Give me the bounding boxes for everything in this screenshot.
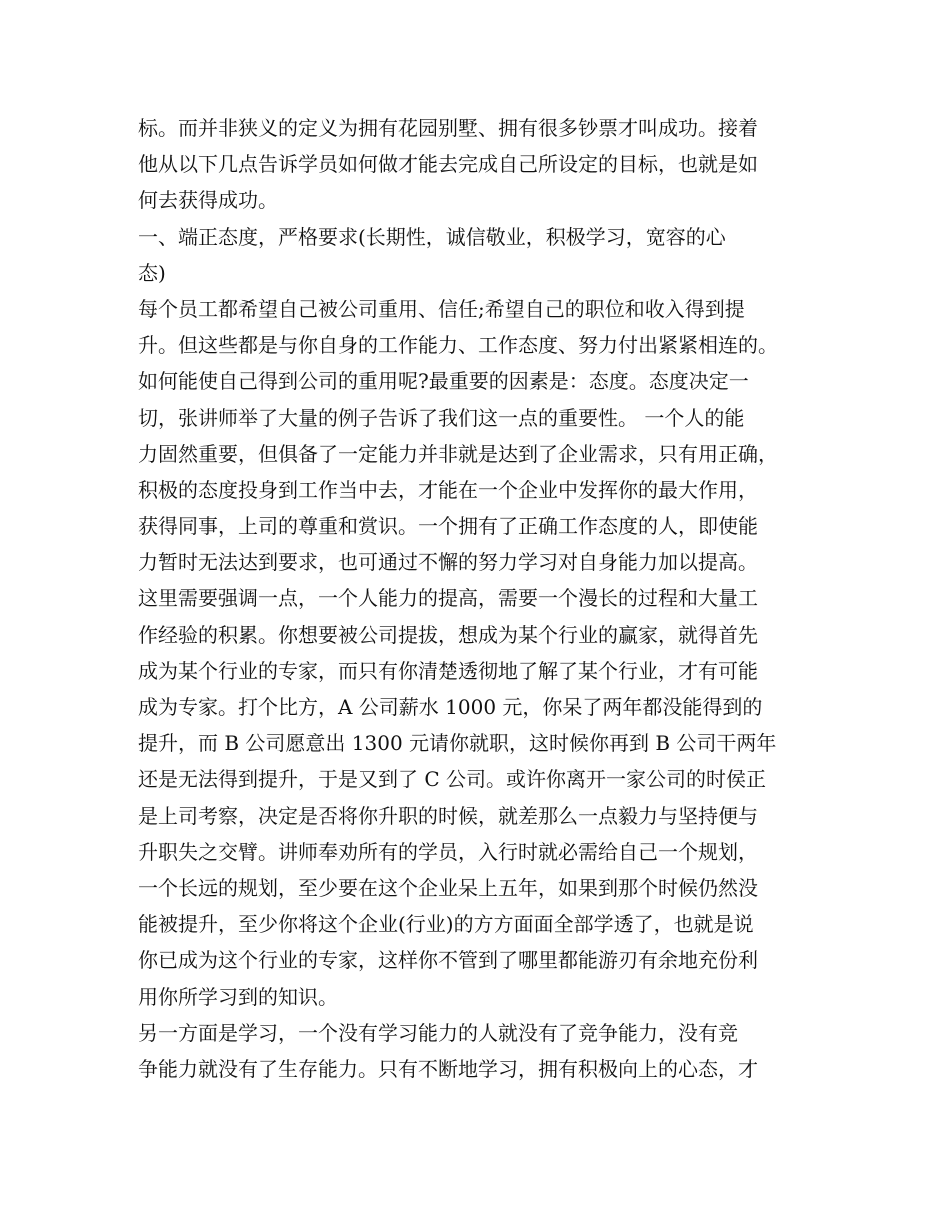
text-line: 这里需要强调一点，一个人能力的提高，需要一个漫长的过程和大量工 (138, 586, 758, 611)
text-line: 成为某个行业的专家，而只有你清楚透彻地了解了某个行业，才有可能 (138, 658, 758, 683)
text-line: 他从以下几点告诉学员如何做才能去完成自己所设定的目标，也就是如 (138, 152, 758, 177)
text-line: 力暂时无法达到要求，也可通过不懈的努力学习对自身能力加以提高。 (138, 550, 758, 575)
document-body (138, 110, 828, 1087)
text-line: 积极的态度投身到工作当中去，才能在一个企业中发挥你的最大作用， (138, 477, 758, 502)
text-line: 还是无法得到提升，于是又到了 C 公司。或许你离开一家公司的时侯正 (138, 767, 767, 792)
text-line: 你已成为这个行业的专家，这样你不管到了哪里都能游刃有余地充份利 (138, 948, 758, 973)
text-line: 能被提升，至少你将这个企业(行业)的方方面面全部学透了，也就是说 (138, 912, 754, 937)
text-line: 是上司考察，决定是否将你升职的时候，就差那么一点毅力与坚持便与 (138, 803, 758, 828)
text-line: 每个员工都希望自己被公司重用、信任;希望自己的职位和收入得到提 (138, 296, 745, 321)
text-line: 升。但这些都是与你自身的工作能力、工作态度、努力付出紧紧相连的。 (138, 333, 778, 358)
text-line: 获得同事，上司的尊重和赏识。一个拥有了正确工作态度的人，即使能 (138, 514, 758, 539)
text-line: 一个长远的规划，至少要在这个企业呆上五年，如果到那个时候仍然没 (138, 875, 758, 900)
text-line: 切，张讲师举了大量的例子告诉了我们这一点的重要性。 一个人的能 (138, 405, 745, 430)
section-heading: 一、端正态度，严格要求(长期性，诚信敬业，积极学习，宽容的心 (138, 224, 726, 249)
text-line: 用你所学习到的知识。 (138, 984, 338, 1009)
text-line: 标。而并非狭义的定义为拥有花园别墅、拥有很多钞票才叫成功。接着 (138, 116, 758, 140)
text-line: 如何能使自己得到公司的重用呢?最重要的因素是：态度。态度决定一 (138, 369, 749, 394)
text-line: 力固然重要，但俱备了一定能力并非就是达到了企业需求，只有用正确， (138, 441, 778, 466)
text-line: 争能力就没有了生存能力。只有不断地学习，拥有积极向上的心态，才 (138, 1056, 758, 1081)
text-line: 另一方面是学习，一个没有学习能力的人就没有了竞争能力，没有竞 (138, 1020, 738, 1045)
text-line: 何去获得成功。 (138, 188, 278, 213)
text-line: 作经验的积累。你想要被公司提拔，想成为某个行业的赢家，就得首先 (138, 622, 758, 647)
text-line: 升职失之交臂。讲师奉劝所有的学员，入行时就必需给自己一个规划， (138, 839, 758, 864)
text-line: 提升，而 B 公司愿意出 1300 元请你就职，这时候你再到 B 公司干两年 (138, 731, 777, 756)
text-line: 成为专家。打个比方，A 公司薪水 1000 元，你呆了两年都没能得到的 (138, 695, 763, 719)
section-heading: 态) (138, 260, 166, 285)
